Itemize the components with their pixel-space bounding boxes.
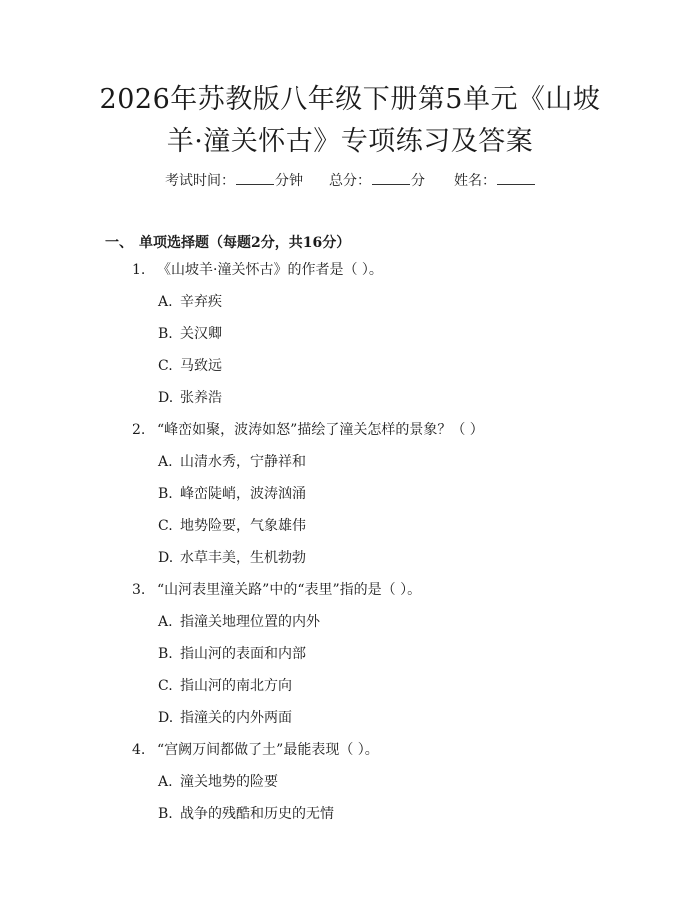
option-text: 张养浩 (180, 390, 222, 406)
option-text: 指潼关地理位置的内外 (180, 614, 320, 630)
student-name (454, 170, 536, 189)
total-score-blank (372, 170, 410, 185)
student-name-label: 姓名： (454, 173, 496, 189)
option-text: 潼关地势的险要 (180, 774, 278, 790)
option-text: 水草丰美，生机勃勃 (180, 550, 306, 566)
option-letter: C. (158, 358, 173, 374)
question-text: “峰峦如聚，波涛如怒”描绘了潼关怎样的景象？（ ） (157, 422, 484, 438)
question-number: 4. (132, 742, 146, 758)
option-text: 指潼关的内外两面 (180, 710, 292, 726)
exam-time-blank (236, 170, 274, 185)
option-text: 辛弃疾 (180, 294, 222, 310)
question-text: “宫阙万间都做了土”最能表现（ ）。 (157, 742, 379, 758)
document-title-line-1: 2026年苏教版八年级下册第5单元《山坡 (99, 84, 601, 115)
option-letter: B. (158, 806, 173, 822)
exam-time (165, 170, 303, 189)
option-letter: B. (158, 486, 173, 502)
option-text: 战争的残酷和历史的无情 (180, 806, 334, 822)
option-letter: D. (158, 550, 174, 566)
option-text: 关汉卿 (180, 326, 222, 342)
option-text: 峰峦陡峭，波涛汹涌 (180, 486, 306, 502)
option-letter: D. (158, 710, 174, 726)
section-heading (105, 232, 350, 252)
option-text: 山清水秀，宁静祥和 (180, 454, 306, 470)
exam-time-label: 考试时间： (165, 173, 235, 189)
option-letter: A. (158, 294, 173, 310)
question-text: 《山坡羊·潼关怀古》的作者是（ ）。 (157, 262, 383, 278)
question-number: 2. (132, 422, 146, 438)
total-score (329, 170, 425, 189)
total-score-label: 总分： (329, 173, 371, 189)
option-text: 马致远 (180, 358, 222, 374)
option-letter: D. (158, 390, 174, 406)
option-letter: B. (158, 326, 173, 342)
document-title-line-2: 羊·潼关怀古》专项练习及答案 (166, 126, 534, 157)
option-letter: A. (158, 454, 173, 470)
question-number: 1. (132, 262, 146, 278)
total-score-unit: 分 (411, 173, 425, 189)
option-letter: B. (158, 646, 173, 662)
section-title: 单项选择题（每题2分，共16分） (139, 235, 351, 251)
student-name-blank (497, 170, 535, 185)
option-letter: C. (158, 678, 173, 694)
option-text: 地势险要，气象雄伟 (180, 518, 306, 534)
option-text: 指山河的南北方向 (180, 678, 292, 694)
option-text: 指山河的表面和内部 (180, 646, 306, 662)
exam-time-unit: 分钟 (275, 173, 303, 189)
option-letter: A. (158, 774, 173, 790)
option-letter: C. (158, 518, 173, 534)
section-number: 一、 (105, 235, 133, 251)
question-number: 3. (132, 582, 146, 598)
option-letter: A. (158, 614, 173, 630)
question-text: “山河表里潼关路”中的“表里”指的是（ ）。 (157, 582, 422, 598)
